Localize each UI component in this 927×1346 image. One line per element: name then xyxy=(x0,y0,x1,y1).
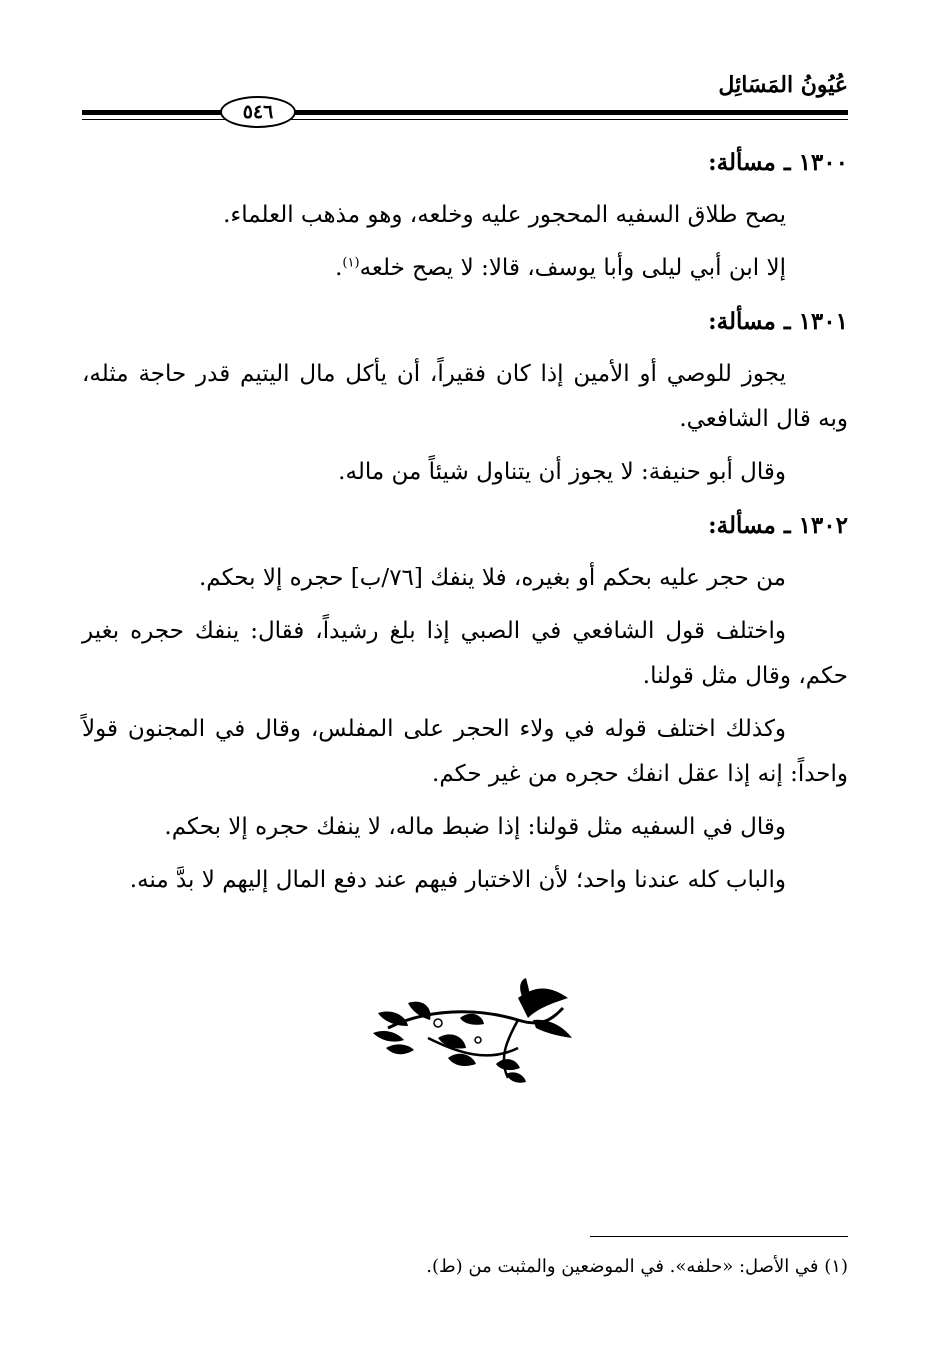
issue-heading-1302: ١٣٠٢ ـ مسألة: xyxy=(708,512,848,539)
page-body xyxy=(82,140,848,911)
paragraph-1: يصح طلاق السفيه المحجور عليه وخلعه، وهو مذهب العلماء. xyxy=(223,202,786,228)
paragraph-2 xyxy=(82,246,848,291)
page-header xyxy=(82,70,848,130)
paragraph-6: واختلف قول الشافعي في الصبي إذا بلغ رشيداً، فقال: ينفك حجره بغير حكم، وقال مثل قولنا. xyxy=(82,618,848,689)
issue-heading-1301: ١٣٠١ ـ مسألة: xyxy=(708,308,848,335)
paragraph-4: وقال أبو حنيفة: لا يجوز أن يتناول شيئاً من ماله. xyxy=(338,459,786,485)
book-title: عُيُونُ المَسَائِل xyxy=(718,72,848,98)
paragraph-2-end: . xyxy=(335,255,343,281)
paragraph-3: يجوز للوصي أو الأمين إذا كان فقيراً، أن يأكل مال اليتيم قدر حاجة مثله، وبه قال الشافعي. xyxy=(82,361,848,432)
page-number: ٥٤٦ xyxy=(220,96,296,128)
floral-ornament-icon xyxy=(368,978,574,1088)
paragraph-8: وقال في السفيه مثل قولنا: إذا ضبط ماله، لا ينفك حجره إلا بحكم. xyxy=(164,814,786,840)
header-rule-thick xyxy=(82,110,848,115)
issue-heading-1300: ١٣٠٠ ـ مسألة: xyxy=(708,149,848,176)
footnote-separator xyxy=(590,1236,848,1237)
paragraph-7: وكذلك اختلف قوله في ولاء الحجر على المفلس، وقال في المجنون قولاً واحداً: إنه إذا عقل انفك حجره من غير حكم. xyxy=(82,716,848,787)
header-rule-thin xyxy=(82,119,848,120)
footnote-ref[interactable]: (١) xyxy=(342,255,360,271)
paragraph-2-text: إلا ابن أبي ليلى وأبا يوسف، قالا: لا يصح خلعه xyxy=(359,255,786,281)
footnote: (١) في الأصل: «حلفه». في الموضعين والمثبت من (ط). xyxy=(426,1256,848,1277)
paragraph-9: والباب كله عندنا واحد؛ لأن الاختبار فيهم عند دفع المال إليهم لا بدَّ منه. xyxy=(129,867,786,893)
paragraph-5: من حجر عليه بحكم أو بغيره، فلا ينفك [٧٦/ب] حجره إلا بحكم. xyxy=(198,565,786,591)
